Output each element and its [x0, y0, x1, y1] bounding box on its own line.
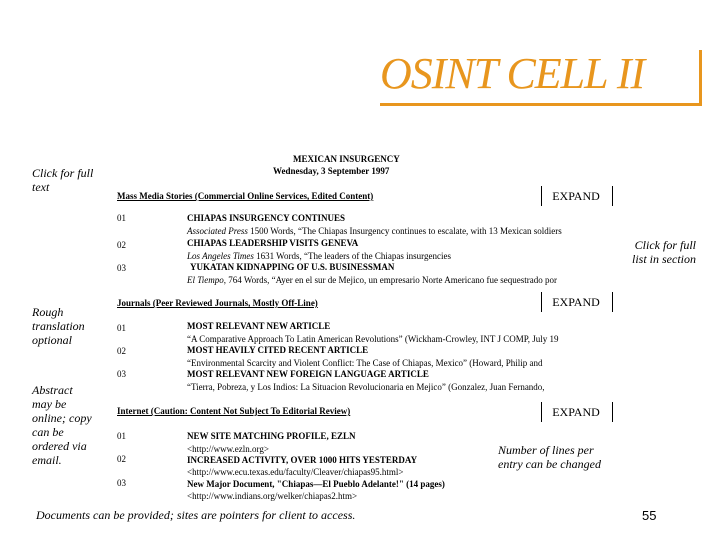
item-number: 02 [117, 454, 126, 464]
page-title: OSINT CELL II [380, 49, 645, 98]
expand-internet-button[interactable]: EXPAND [544, 404, 608, 420]
note-number-of-lines: Number of lines per entry can be changed [498, 443, 601, 471]
item-headline-link[interactable]: MOST RELEVANT NEW ARTICLE [187, 321, 331, 331]
item-number: 03 [117, 478, 126, 488]
page-number: 55 [642, 508, 657, 523]
item-headline-link[interactable]: CHIAPAS LEADERSHIP VISITS GENEVA [187, 238, 359, 248]
item-detail-text: 1500 Words, “The Chiapas Insurgency continues to escalate, with 13 Mexican soldiers [247, 226, 562, 236]
report-date: Wednesday, 3 September 1997 [273, 166, 390, 176]
title-underline [380, 103, 702, 106]
report-heading: MEXICAN INSURGENCY [293, 154, 400, 164]
item-detail: “Tierra, Pobreza, y Los Indios: La Situacion Revolucionaria en Mejico” (Gonzalez, Juan Fernando, [187, 382, 545, 392]
item-detail-text: 1631 Words, “The leaders of the Chiapas insurgencies [253, 251, 451, 261]
note-click-full-list: Click for full list in section [632, 238, 696, 266]
note-click-full-text: Click for full text [32, 166, 94, 194]
item-headline-link[interactable]: NEW SITE MATCHING PROFILE, EZLN [187, 431, 356, 441]
note-abstract: Abstract may be online; copy can be ordered via email. [32, 383, 92, 467]
item-detail-text: , 764 Words, “Ayer en el sur de Mejico, un empresario Norte Americano fue sequestrado por [223, 275, 557, 285]
item-url-link[interactable]: <http://www.ezln.org> [187, 444, 269, 454]
item-headline-link[interactable]: MOST HEAVILY CITED RECENT ARTICLE [187, 345, 369, 355]
item-headline-link[interactable]: YUKATAN KIDNAPPING OF U.S. BUSINESSMAN [190, 262, 395, 272]
item-headline-link[interactable]: New Major Document, "Chiapas—El Pueblo Adelante!" (14 pages) [187, 479, 445, 489]
item-number: 01 [117, 431, 126, 441]
title-side-bar [699, 50, 702, 106]
item-number: 03 [117, 369, 126, 379]
item-headline-link[interactable]: MOST RELEVANT NEW FOREIGN LANGUAGE ARTICLE [187, 369, 429, 379]
section-internet-label: Internet (Caution: Content Not Subject To Editorial Review) [117, 406, 351, 416]
item-headline-link[interactable]: CHIAPAS INSURGENCY CONTINUES [187, 213, 346, 223]
item-detail: “Environmental Scarcity and Violent Conflict: The Case of Chiapas, Mexico” (Howard, Philip and [187, 358, 543, 368]
item-headline-link[interactable]: INCREASED ACTIVITY, OVER 1000 HITS YESTERDAY [187, 455, 418, 465]
item-url-link[interactable]: <http://www.ecu.texas.edu/faculty/Cleaver/chiapas95.html> [187, 467, 404, 477]
expand-mass-media-button[interactable]: EXPAND [544, 188, 608, 204]
section-journals-label: Journals (Peer Reviewed Journals, Mostly Off-Line) [117, 298, 318, 308]
item-detail [187, 275, 557, 285]
item-number: 02 [117, 240, 126, 250]
footer-note: Documents can be provided; sites are pointers for client to access. [36, 508, 356, 522]
item-detail [187, 226, 562, 236]
item-detail [187, 251, 451, 261]
item-number: 03 [117, 263, 126, 273]
note-rough-translation: Rough translation optional [32, 305, 85, 347]
expand-journals-button[interactable]: EXPAND [544, 294, 608, 310]
section-mass-media-label: Mass Media Stories (Commercial Online Services, Edited Content) [117, 191, 374, 201]
item-number: 01 [117, 323, 126, 333]
item-source: Associated Press [187, 226, 248, 236]
item-number: 02 [117, 346, 126, 356]
item-source: El Tiempo [187, 275, 224, 285]
item-number: 01 [117, 213, 126, 223]
item-detail: “A Comparative Approach To Latin American Revolutions” (Wickham-Crowley, INT J COMP, July 19 [187, 334, 559, 344]
item-source: Los Angeles Times [187, 251, 254, 261]
item-url-link[interactable]: <http://www.indians.org/welker/chiapas2.htm> [187, 491, 358, 501]
